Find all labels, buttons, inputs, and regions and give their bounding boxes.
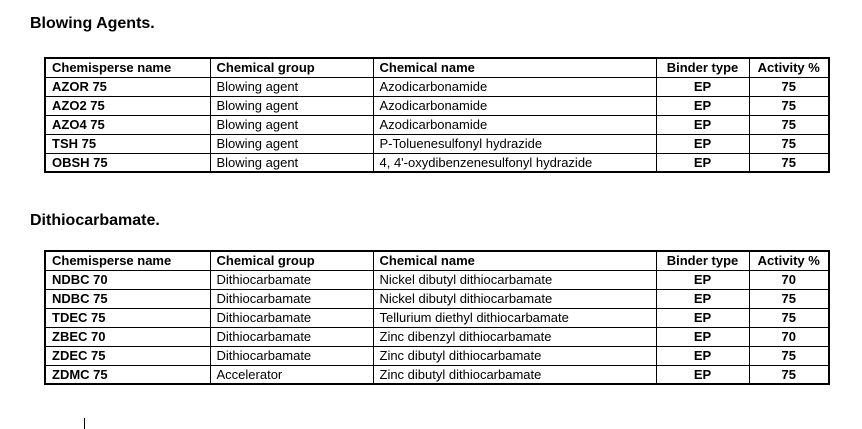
cell-chemical-group: Dithiocarbamate: [210, 289, 373, 308]
table-row: [45, 308, 829, 327]
cell-chemical-name: Zinc dibenzyl dithiocarbamate: [373, 327, 656, 346]
cell-chemical-name: Zinc dibutyl dithiocarbamate: [373, 346, 656, 365]
cell-chemical-name: Zinc dibutyl dithiocarbamate: [373, 365, 656, 384]
table-row: [45, 96, 829, 115]
column-header-chemical-name: Chemical name: [373, 251, 656, 270]
cell-chemical-name: Azodicarbonamide: [373, 115, 656, 134]
cell-binder-type: EP: [656, 365, 749, 384]
column-header-binder-type: Binder type: [656, 251, 749, 270]
blowing-agents-table: [44, 57, 830, 173]
cell-chemisperse-name: ZDMC 75: [45, 365, 210, 384]
cell-binder-type: EP: [656, 153, 749, 172]
cell-binder-type: EP: [656, 308, 749, 327]
section-heading-blowing-agents: Blowing Agents.: [30, 15, 155, 32]
cell-chemical-group: Dithiocarbamate: [210, 346, 373, 365]
text-cursor: [84, 418, 85, 429]
cell-chemisperse-name: TDEC 75: [45, 308, 210, 327]
column-header-chemical-group: Chemical group: [210, 251, 373, 270]
table-row: [45, 346, 829, 365]
table-header-row: [45, 251, 829, 270]
cell-chemical-group: Blowing agent: [210, 115, 373, 134]
table-row: [45, 365, 829, 384]
cell-activity-percent: 75: [749, 308, 829, 327]
cell-activity-percent: 75: [749, 77, 829, 96]
cell-activity-percent: 75: [749, 134, 829, 153]
cell-binder-type: EP: [656, 346, 749, 365]
table-row: [45, 153, 829, 172]
cell-activity-percent: 75: [749, 346, 829, 365]
column-header-activity-percent: Activity %: [749, 58, 829, 77]
cell-activity-percent: 75: [749, 115, 829, 134]
cell-activity-percent: 70: [749, 270, 829, 289]
cell-chemical-group: Dithiocarbamate: [210, 270, 373, 289]
cell-chemisperse-name: NDBC 70: [45, 270, 210, 289]
table-row: [45, 77, 829, 96]
cell-activity-percent: 75: [749, 153, 829, 172]
cell-chemisperse-name: ZBEC 70: [45, 327, 210, 346]
cell-binder-type: EP: [656, 289, 749, 308]
column-header-chemical-name: Chemical name: [373, 58, 656, 77]
column-header-chemisperse-name: Chemisperse name: [45, 251, 210, 270]
cell-chemisperse-name: OBSH 75: [45, 153, 210, 172]
dithiocarbamate-table: [44, 250, 830, 385]
cell-chemical-name: Tellurium diethyl dithiocarbamate: [373, 308, 656, 327]
cell-binder-type: EP: [656, 270, 749, 289]
cell-chemical-group: Dithiocarbamate: [210, 327, 373, 346]
column-header-chemical-group: Chemical group: [210, 58, 373, 77]
cell-chemical-group: Blowing agent: [210, 96, 373, 115]
cell-chemical-group: Blowing agent: [210, 134, 373, 153]
cell-chemical-name: 4, 4'-oxydibenzenesulfonyl hydrazide: [373, 153, 656, 172]
cell-binder-type: EP: [656, 96, 749, 115]
cell-chemical-group: Accelerator: [210, 365, 373, 384]
cell-chemisperse-name: ZDEC 75: [45, 346, 210, 365]
cell-chemisperse-name: NDBC 75: [45, 289, 210, 308]
column-header-binder-type: Binder type: [656, 58, 749, 77]
table-row: [45, 289, 829, 308]
cell-activity-percent: 75: [749, 96, 829, 115]
section-heading-dithiocarbamate: Dithiocarbamate.: [30, 212, 160, 229]
cell-binder-type: EP: [656, 77, 749, 96]
cell-activity-percent: 75: [749, 365, 829, 384]
column-header-activity-percent: Activity %: [749, 251, 829, 270]
cell-chemisperse-name: AZOR 75: [45, 77, 210, 96]
table-row: [45, 270, 829, 289]
cell-chemisperse-name: TSH 75: [45, 134, 210, 153]
cell-chemisperse-name: AZO4 75: [45, 115, 210, 134]
cell-chemical-group: Blowing agent: [210, 153, 373, 172]
cell-chemical-name: P-Toluenesulfonyl hydrazide: [373, 134, 656, 153]
cell-binder-type: EP: [656, 134, 749, 153]
cell-binder-type: EP: [656, 327, 749, 346]
cell-activity-percent: 70: [749, 327, 829, 346]
table-row: [45, 134, 829, 153]
cell-binder-type: EP: [656, 115, 749, 134]
cell-chemical-name: Nickel dibutyl dithiocarbamate: [373, 289, 656, 308]
cell-chemical-group: Blowing agent: [210, 77, 373, 96]
column-header-chemisperse-name: Chemisperse name: [45, 58, 210, 77]
cell-chemisperse-name: AZO2 75: [45, 96, 210, 115]
table-row: [45, 115, 829, 134]
cell-chemical-name: Nickel dibutyl dithiocarbamate: [373, 270, 656, 289]
cell-chemical-group: Dithiocarbamate: [210, 308, 373, 327]
cell-activity-percent: 75: [749, 289, 829, 308]
table-row: [45, 327, 829, 346]
table-header-row: [45, 58, 829, 77]
cell-chemical-name: Azodicarbonamide: [373, 96, 656, 115]
cell-chemical-name: Azodicarbonamide: [373, 77, 656, 96]
